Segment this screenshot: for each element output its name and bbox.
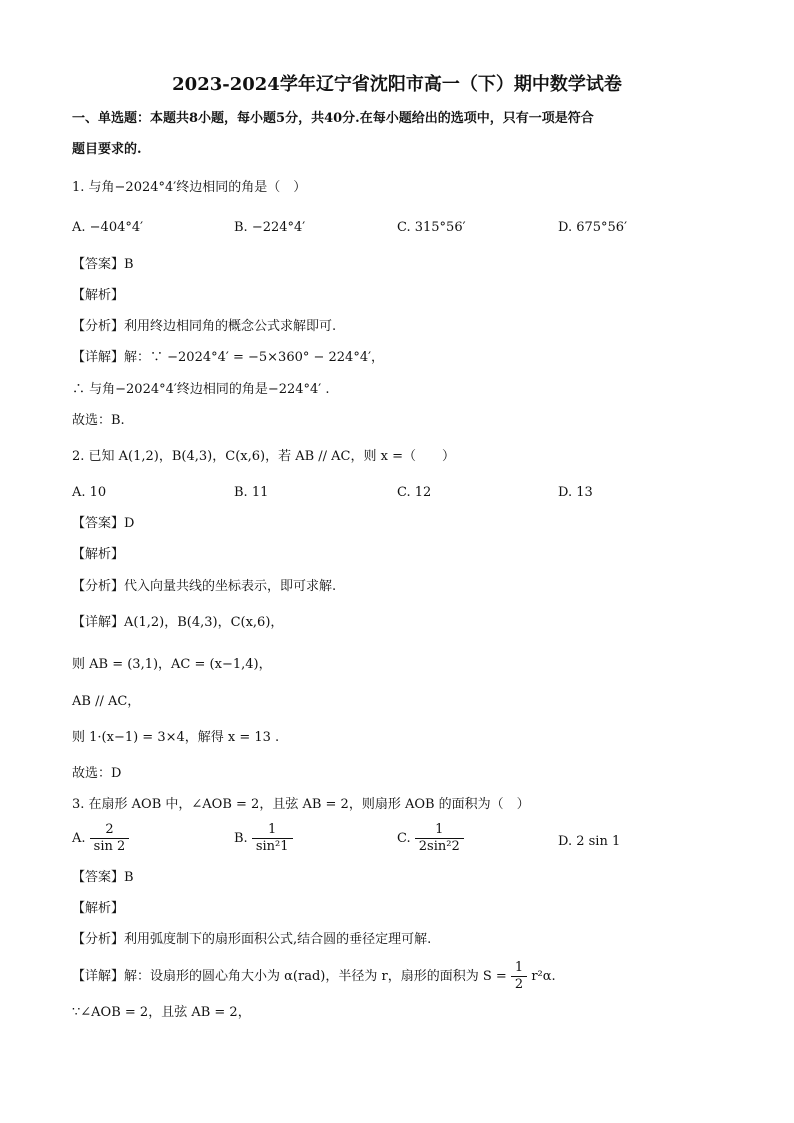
q3-option-c [397,822,464,855]
page-title: 2023-2024学年辽宁省沈阳市高一（下）期中数学试卷 [172,74,622,95]
q3-option-a-fraction [90,822,130,855]
q3-option-b-den: sin²1 [255,839,289,854]
q3-xiangjie-tail: r²α. [531,969,556,984]
q2-option-c: C. 12 [397,485,432,500]
q2-answer: 【答案】D [72,516,135,531]
q1-fenxi: 【分析】利用终边相同角的概念公式求解即可. [72,319,337,334]
q3-option-b-num: 1 [252,822,293,839]
q1-option-a: A. −404°4′ [72,220,144,235]
q2-line2: 则 AB = (3,1)，AC = (x−1,4)， [72,657,272,672]
q3-answer: 【答案】B [72,870,134,885]
section-header: 一、单选题：本题共8小题，每小题5分，共40分.在每小题给出的选项中，只有一项是符合 [72,111,594,126]
q3-option-a-den: sin 2 [93,839,126,854]
q3-xiangjie-num: 1 [511,960,527,977]
q3-option-b-fraction [252,822,293,855]
q3-option-d: D. 2 sin 1 [558,834,621,849]
q2-option-d: D. 13 [558,485,593,500]
q2-line3: AB // AC， [72,694,141,709]
q3-option-c-label: C. [397,831,411,846]
q3-line2: ∵∠AOB = 2，且弦 AB = 2， [72,1005,251,1020]
q1-jiexi: 【解析】 [72,288,125,303]
q1-option-c: C. 315°56′ [397,220,466,235]
q2-guxuan: 故选：D [72,766,122,781]
q3-xiangjie-text: 【详解】解：设扇形的圆心角大小为 α(rad)，半径为 r，扇形的面积为 S = [72,969,507,984]
q1-option-b: B. −224°4′ [234,220,306,235]
q3-fenxi: 【分析】利用弧度制下的扇形面积公式,结合圆的垂径定理可解. [72,932,432,947]
q3-option-a-label: A. [72,831,86,846]
q3-option-b-label: B. [234,831,248,846]
q1-answer: 【答案】B [72,257,134,272]
q3-xiangjie-fraction [511,960,527,993]
q1-option-d: D. 675°56′ [558,220,628,235]
q2-line4: 则 1·(x−1) = 3×4，解得 x = 13 . [72,730,280,745]
q3-option-c-num: 1 [415,822,464,839]
q3-stem: 3. 在扇形 AOB 中，∠AOB = 2，且弦 AB = 2，则扇形 AOB 的面积为（ ） [72,797,530,812]
q1-xiangjie: 【详解】解：∵ −2024°4′ = −5×360° − 224°4′， [72,350,385,365]
q3-option-a-num: 2 [90,822,130,839]
q3-option-a [72,822,129,855]
q2-stem: 2. 已知 A(1,2)，B(4,3)，C(x,6)，若 AB // AC，则 x =（ ） [72,449,455,464]
q3-xiangjie [72,960,556,993]
section-header-cont: 题目要求的. [72,142,142,157]
q3-jiexi: 【解析】 [72,901,125,916]
q3-option-c-fraction [415,822,464,855]
q2-option-b: B. 11 [234,485,269,500]
q2-option-a: A. 10 [72,485,107,500]
q1-stem: 1. 与角−2024°4′终边相同的角是（ ） [72,180,307,195]
q2-xiangjie: 【详解】A(1,2)，B(4,3)，C(x,6)， [72,615,284,630]
q2-jiexi: 【解析】 [72,547,125,562]
q2-fenxi: 【分析】代入向量共线的坐标表示，即可求解. [72,579,337,594]
q3-option-c-den: 2sin²2 [418,839,460,854]
q1-guxuan: 故选：B. [72,413,125,428]
q3-option-b [234,822,293,855]
q3-xiangjie-den: 2 [514,977,524,992]
q1-line2: ∴ 与角−2024°4′终边相同的角是−224°4′ . [72,382,330,397]
